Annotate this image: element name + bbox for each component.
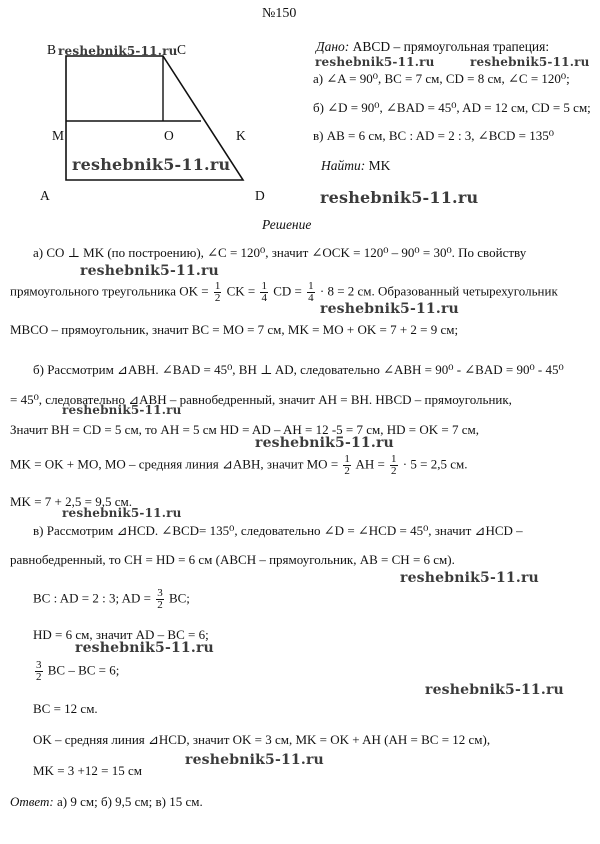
part-c-line-7: OK – средняя линия ⊿HCD, значит OK = 3 см, MK = OK + AH (AH = BC = 12 см), [33, 732, 491, 747]
given-b: б) ∠D = 90⁰, ∠BAD = 45⁰, AD = 12 см, CD = 5 см; [313, 100, 591, 115]
watermark-text: reshebnik5-11.ru [58, 44, 178, 58]
watermark-text: reshebnik5-11.ru [425, 682, 564, 698]
given-text: ABCD – прямоугольная трапеция: [352, 39, 550, 54]
label-k: K [236, 128, 246, 143]
given-a: а) ∠A = 90⁰, BC = 7 см, CD = 8 см, ∠C = 120⁰; [313, 71, 570, 86]
fraction-one-half: $\frac{1}{2}$ [214, 280, 221, 304]
part-a-line-1: а) CO ⊥ MK (по построению), ∠C = 120⁰, значит ∠OCK = 120⁰ – 90⁰ = 30⁰. По свойству [33, 245, 527, 260]
label-b: B [47, 42, 57, 57]
answer-label: Ответ: [10, 794, 54, 809]
watermark-text: reshebnik5-11.ru [315, 55, 435, 69]
answer-text: а) 9 см; б) 9,5 см; в) 15 см. [57, 794, 203, 809]
watermark-text: reshebnik5-11.ru [72, 155, 231, 174]
label-d: D [255, 188, 265, 203]
part-c-line-6: BC = 12 см. [33, 701, 98, 716]
part-a-line-2: прямоугольного треугольника OK = $\frac{1}{2}$ CK = $\frac{1}{4}$ CD = $\frac{1}{4}$ · 8 = 2 см. Образованный четырехугольник [10, 280, 558, 304]
watermark-text: reshebnik5-11.ru [400, 570, 539, 586]
label-m: M [52, 128, 65, 143]
part-c-line-4: HD = 6 см, значит AD – BC = 6; [33, 627, 209, 642]
fraction-one-quarter: $\frac{1}{4}$ [308, 280, 314, 304]
fraction-one-quarter: $\frac{1}{4}$ [261, 280, 267, 304]
watermark-text: reshebnik5-11.ru [255, 435, 394, 451]
label-c: C [177, 42, 187, 57]
find-line [321, 158, 390, 174]
watermark-text: reshebnik5-11.ru [470, 55, 590, 69]
given-label: Дано: [316, 39, 350, 54]
part-c-line-5: $\frac{3}{2}$ BC – BC = 6; [36, 659, 120, 683]
watermark-text: reshebnik5-11.ru [75, 640, 214, 656]
label-o: O [164, 128, 174, 143]
part-c-line-2: равнобедренный, то CH = HD = 6 см (ABCH – прямоугольник, AB = CH = 6 см). [10, 552, 455, 567]
watermark-text: reshebnik5-11.ru [185, 752, 324, 768]
part-b-line-5: MK = 7 + 2,5 = 9,5 см. [10, 494, 132, 509]
watermark-text: reshebnik5-11.ru [62, 506, 182, 520]
part-c-line-1: в) Рассмотрим ⊿HCD. ∠BCD= 135⁰, следовательно ∠D = ∠HCD = 45⁰, значит ⊿HCD – [33, 523, 523, 538]
watermark-text: reshebnik5-11.ru [62, 403, 182, 417]
label-a: A [40, 188, 50, 203]
watermark-text: reshebnik5-11.ru [80, 263, 219, 279]
part-c-line-3: BC : AD = 2 : 3; AD = $\frac{3}{2}$ BC; [33, 587, 190, 611]
part-b-line-2: = 45⁰, следовательно ⊿ABH – равнобедренный, значит AH = BH. HBCD – прямоугольник, [10, 392, 512, 407]
find-label: Найти: [321, 158, 366, 173]
part-a-line-3: MBCO – прямоугольник, значит BC = MO = 7 см, MK = MO + OK = 7 + 2 = 9 см; [10, 322, 459, 337]
problem-number: №150 [262, 6, 297, 21]
watermark-text: reshebnik5-11.ru [320, 301, 459, 317]
part-c-line-8: MK = 3 +12 = 15 см [33, 763, 142, 778]
part-b-line-4: MK = OK + MO, MO – средняя линия ⊿ABH, значит MO = $\frac{1}{2}$ AH = $\frac{1}{2}$ · 5 = 2,5 см. [10, 453, 468, 477]
answer-line [10, 794, 203, 810]
trapezoid-figure [28, 38, 288, 208]
given-line [316, 39, 549, 55]
part-b-line-3: Значит BH = CD = 5 см, то AH = 5 см HD = AD – AH = 12 -5 = 7 см, HD = OK = 7 см, [10, 422, 479, 437]
fraction-one-half: $\frac{1}{2}$ [344, 453, 350, 477]
given-c: в) AB = 6 см, BC : AD = 2 : 3, ∠BCD = 135⁰ [313, 128, 554, 143]
watermark-text: reshebnik5-11.ru [320, 188, 479, 207]
find-value: MK [368, 158, 391, 173]
solution-heading: Решение [262, 217, 312, 232]
fraction-one-half: $\frac{1}{2}$ [391, 453, 397, 477]
fraction-three-halves: $\frac{3}{2}$ [157, 587, 163, 611]
part-b-line-1: б) Рассмотрим ⊿ABH. ∠BAD = 45⁰, BH ⊥ AD, следовательно ∠ABH = 90⁰ - ∠BAD = 90⁰ - 45⁰ [33, 362, 564, 377]
fraction-three-halves: $\frac{3}{2}$ [36, 659, 42, 683]
